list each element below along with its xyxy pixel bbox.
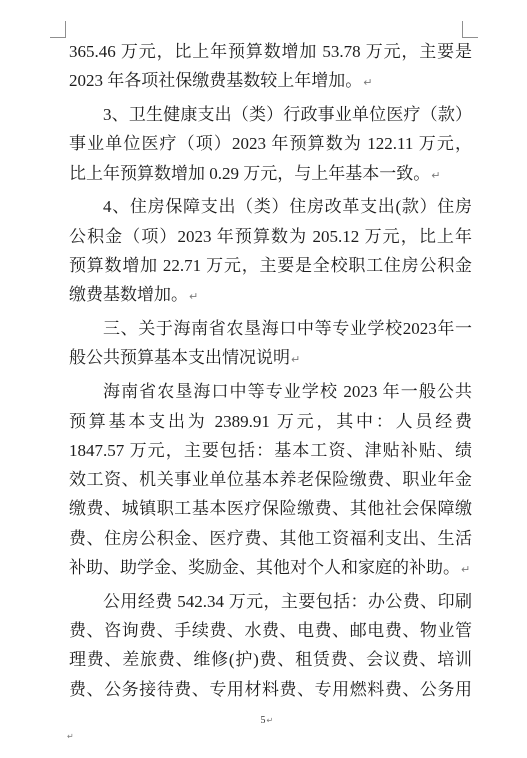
line-text: 比上年预算数增加 0.29 万元，与上年基本一致。	[69, 163, 431, 183]
text-line	[69, 587, 472, 616]
line-text: 365.46 万元，比上年预算数增加 53.78 万元，主要是	[69, 42, 472, 61]
paragraph	[69, 377, 472, 582]
paragraph	[69, 100, 472, 188]
line-text: 般公共预算基本支出情况说明	[69, 348, 290, 368]
text-line: 比上年预算数增加 0.29 万元，与上年基本一致。↵	[69, 163, 441, 183]
line-text: 费、咨询费、手续费、水费、电费、邮电费、物业管	[69, 621, 472, 641]
line-text: 预算基本支出为 2389.91 万元，其中：人员经费	[69, 411, 472, 431]
line-text: 补助、助学金、奖励金、其他对个人和家庭的补助。	[69, 558, 460, 578]
line-text: 理费、差旅费、维修(护)费、租赁费、会议费、培训	[69, 650, 472, 670]
text-line	[69, 314, 472, 343]
text-line	[69, 37, 472, 66]
line-text: 效工资、机关事业单位基本养老保险缴费、职业年金	[69, 470, 472, 490]
text-line	[69, 407, 472, 436]
top-left-margin-mark-vertical	[65, 21, 66, 38]
line-text: 3、卫生健康支出（类）行政事业单位医疗（款）	[103, 105, 472, 125]
paragraph	[69, 37, 472, 96]
text-line: 般公共预算基本支出情况说明↵	[69, 348, 301, 368]
line-text: 4、住房保障支出（类）住房改革支出(款）住房	[103, 197, 472, 217]
text-line	[69, 645, 472, 674]
text-line	[69, 524, 472, 553]
line-text: 1847.57 万元，主要包括：基本工资、津贴补贴、绩	[69, 440, 472, 460]
text-line	[69, 100, 472, 129]
text-line: 2023 年各项社保缴费基数较上年增加。↵	[69, 71, 373, 91]
text-line	[69, 675, 472, 704]
line-text: 公积金（项）2023 年预算数为 205.12 万元，比上年	[69, 226, 472, 246]
line-text: 预算数增加 22.71 万元，主要是全校职工住房公积金	[69, 256, 472, 276]
line-text: 三、关于海南省农垦海口中等专业学校2023年一	[103, 319, 472, 339]
text-line	[69, 616, 472, 645]
line-text: 缴费、城镇职工基本医疗保险缴费、其他社会保障缴	[69, 499, 472, 519]
text-line	[69, 192, 472, 221]
top-left-margin-mark-horizontal	[50, 37, 66, 38]
body-text[interactable]	[69, 37, 472, 704]
text-line: 缴费基数增加。↵	[69, 285, 199, 305]
text-line	[69, 222, 472, 251]
top-right-margin-mark-vertical	[462, 21, 463, 38]
text-line	[69, 251, 472, 280]
text-line	[69, 436, 472, 465]
text-line	[69, 465, 472, 494]
line-text: 2023 年各项社保缴费基数较上年增加。	[69, 71, 363, 91]
paragraph-mark-icon: ↵	[67, 732, 74, 741]
page-footer: 5↵	[260, 715, 274, 726]
line-text: 事业单位医疗（项）2023 年预算数为 122.11 万元，	[69, 134, 472, 154]
line-text: 费、公务接待费、专用材料费、专用燃料费、公务用	[69, 679, 472, 699]
text-line	[69, 377, 472, 406]
text-line	[69, 494, 472, 523]
text-line	[69, 129, 472, 158]
page-number: 5	[260, 715, 266, 726]
paragraph	[69, 587, 472, 704]
text-line: 补助、助学金、奖励金、其他对个人和家庭的补助。↵	[69, 558, 471, 578]
paragraph	[69, 192, 472, 309]
line-text: 公用经费 542.34 万元，主要包括：办公费、印刷	[103, 591, 472, 611]
line-text: 费、住房公积金、医疗费、其他工资福利支出、生活	[69, 528, 472, 548]
section-heading	[69, 314, 472, 373]
line-text: 海南省农垦海口中等专业学校 2023 年一般公共	[103, 382, 472, 402]
line-text: 缴费基数增加。	[69, 285, 188, 305]
